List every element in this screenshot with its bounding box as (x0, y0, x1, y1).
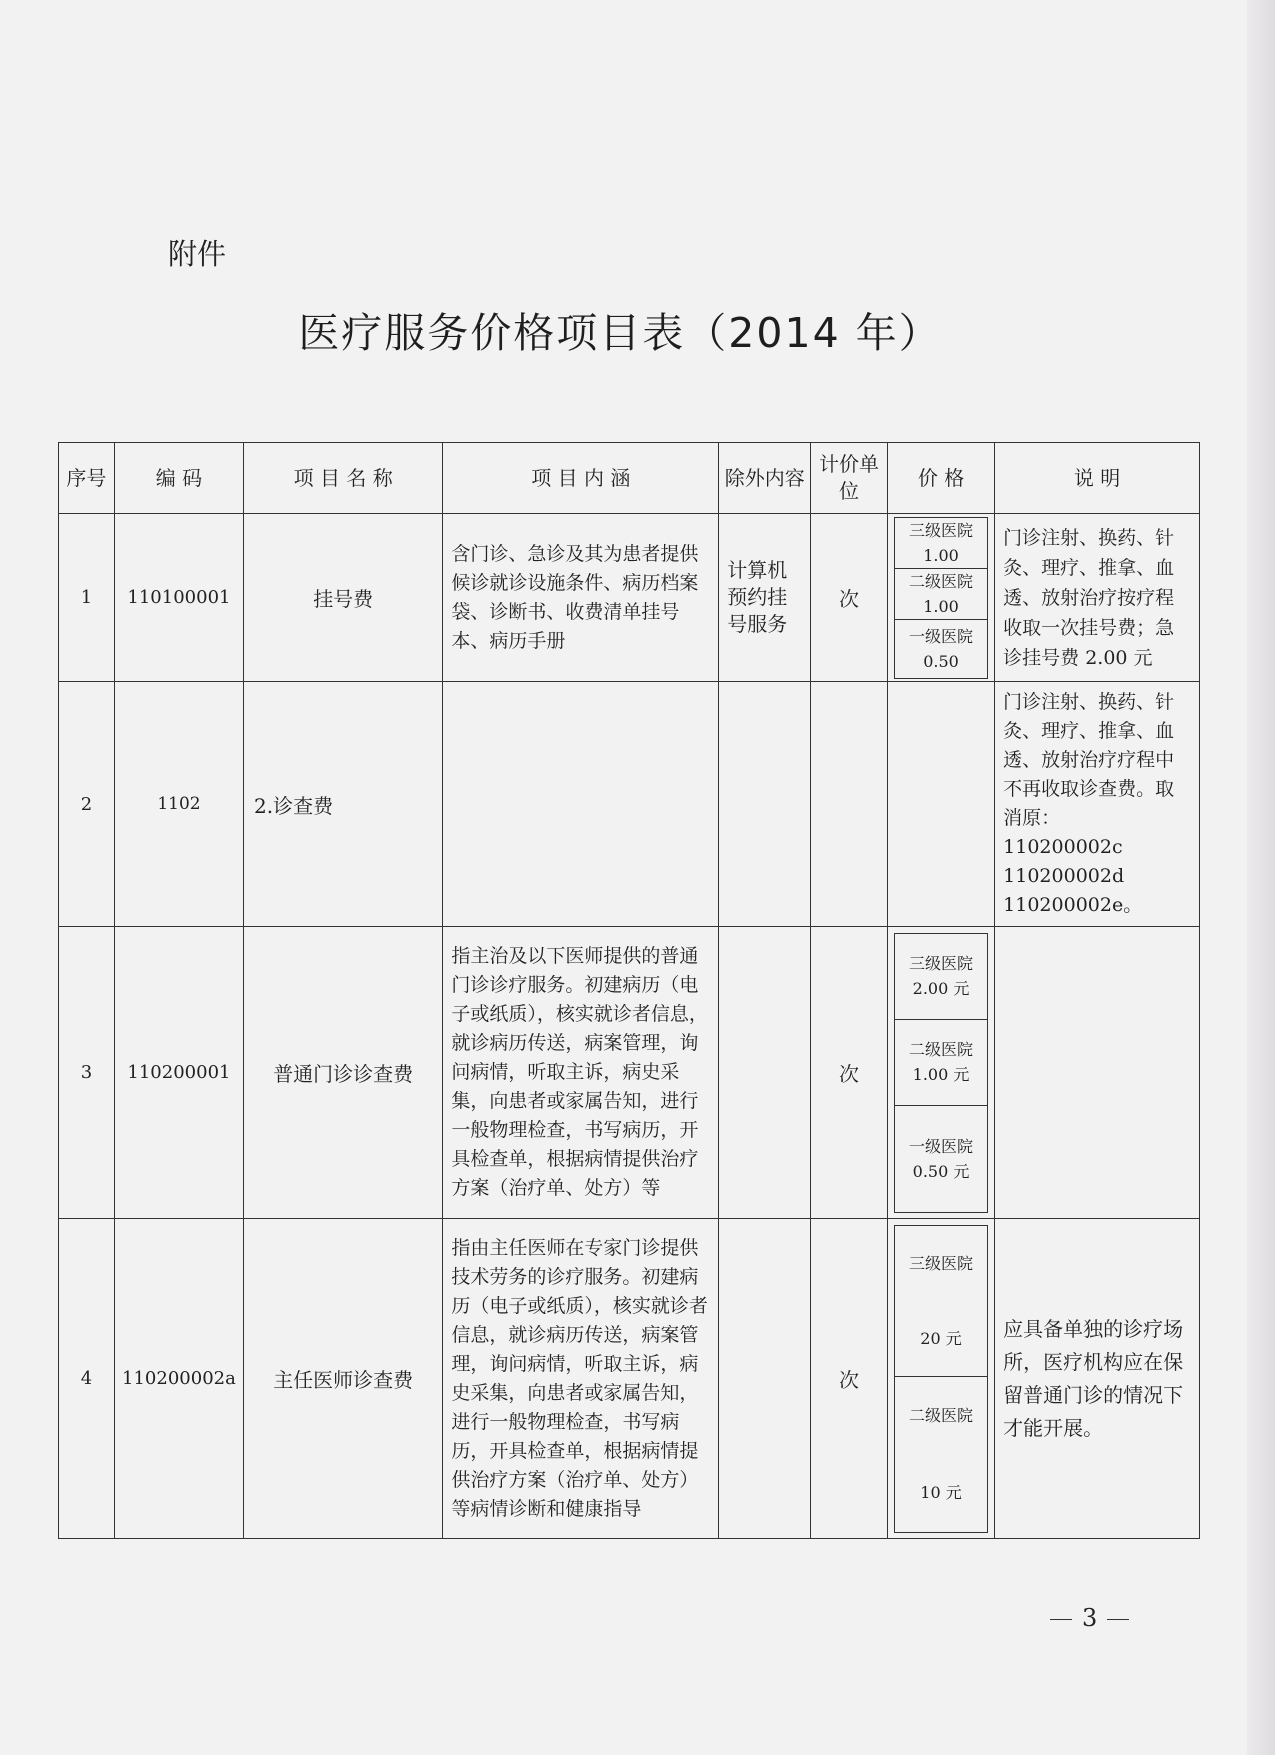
row-seq: 3 (59, 927, 115, 1219)
row-exclusion (719, 927, 811, 1219)
row-content: 指主治及以下医师提供的普通门诊诊疗服务。初建病历（电子或纸质），核实就诊者信息，就诊病历传送，病案管理，询问病情，听取主诉，病史采集，向患者或家属告知，进行一般物理检查，书写病历，开具检查单，根据病情提供治疗方案（治疗单、处方）等 (443, 927, 719, 1219)
dash-left (1050, 1619, 1072, 1620)
row-code: 110200001 (114, 927, 243, 1219)
price-level: 二级医院 (909, 1040, 974, 1059)
table-row (59, 514, 1200, 682)
price-level: 二级医院 (909, 1405, 974, 1425)
row-name: 2.诊查费 (244, 682, 443, 927)
table-row (59, 682, 1200, 927)
row-name: 普通门诊诊查费 (244, 927, 443, 1219)
row-prices (887, 927, 994, 1219)
price-value: 1.00 (923, 596, 959, 616)
note-code: 110200002e。 (1003, 894, 1143, 916)
price-value: 20 元 (920, 1328, 962, 1348)
price-value: 0.50 (923, 651, 959, 671)
row-exclusion (719, 682, 811, 927)
price-stack (894, 933, 988, 1213)
row-seq: 2 (59, 682, 115, 927)
row-note: 应具备单独的诊疗场所，医疗机构应在保留普通门诊的情况下才能开展。 (995, 1219, 1200, 1539)
page-number-value: 3 (1082, 1604, 1098, 1632)
header-seq: 序号 (59, 443, 115, 514)
price-value: 10 元 (920, 1483, 962, 1503)
price-value: 1.00 元 (912, 1065, 970, 1084)
dash-right (1107, 1619, 1129, 1620)
row-unit: 次 (811, 927, 888, 1219)
header-price: 价 格 (887, 443, 994, 514)
row-note (995, 927, 1200, 1219)
row-prices (887, 682, 994, 927)
row-unit: 次 (811, 1219, 888, 1539)
price-level: 三级医院 (909, 1253, 974, 1273)
header-name: 项 目 名 称 (244, 443, 443, 514)
price-box (895, 1376, 987, 1532)
price-box (895, 518, 987, 568)
row-content (443, 682, 719, 927)
attachment-label: 附件 (168, 237, 227, 271)
header-code: 编 码 (114, 443, 243, 514)
price-level: 三级医院 (909, 954, 974, 973)
table-row (59, 1219, 1200, 1539)
price-value: 0.50 元 (912, 1161, 970, 1181)
price-level: 三级医院 (909, 520, 974, 540)
row-unit (811, 682, 888, 927)
price-table (58, 442, 1200, 1539)
row-note: 门诊注射、换药、针灸、理疗、推拿、血透、放射治疗按疗程收取一次挂号费；急诊挂号费 2.00 元 (995, 514, 1200, 682)
header-note: 说 明 (995, 443, 1200, 514)
row-note (995, 682, 1200, 927)
price-box (895, 934, 987, 1019)
price-level: 二级医院 (909, 571, 974, 591)
row-code: 110200002a (114, 1219, 243, 1539)
row-content: 指由主任医师在专家门诊提供技术劳务的诊疗服务。初建病历（电子或纸质），核实就诊者信息，就诊病历传送，病案管理，询问病情，听取主诉，病史采集，向患者或家属告知，进行一般物理检查，书写病历，开具检查单，根据病情提供治疗方案（治疗单、处方）等病情诊断和健康指导 (443, 1219, 719, 1539)
row-unit: 次 (811, 514, 888, 682)
header-content: 项 目 内 涵 (443, 443, 719, 514)
row-name: 主任医师诊查费 (244, 1219, 443, 1539)
row-seq: 4 (59, 1219, 115, 1539)
row-code: 1102 (114, 682, 243, 927)
header-exclusion: 除外内容 (719, 443, 811, 514)
price-stack (894, 517, 988, 679)
price-level: 一级医院 (909, 626, 974, 646)
price-value: 1.00 (923, 545, 959, 565)
note-code: 110200002c (1003, 836, 1123, 858)
row-exclusion: 计算机预约挂号服务 (719, 514, 811, 682)
price-level: 一级医院 (909, 1136, 974, 1156)
price-box (895, 568, 987, 619)
note-code: 110200002d (1003, 865, 1125, 887)
document-title: 医疗服务价格项目表（2014 年） (298, 309, 942, 357)
page-edge (1247, 0, 1275, 1755)
table-row (59, 927, 1200, 1219)
row-content: 含门诊、急诊及其为患者提供候诊就诊设施条件、病历档案袋、诊断书、收费清单挂号本、病历手册 (443, 514, 719, 682)
row-seq: 1 (59, 514, 115, 682)
price-box (895, 619, 987, 678)
page-number (1040, 1604, 1139, 1632)
header-unit: 计价单位 (811, 443, 888, 514)
row-exclusion (719, 1219, 811, 1539)
row-code: 110100001 (114, 514, 243, 682)
price-stack (894, 1225, 988, 1533)
price-box (895, 1105, 987, 1212)
table-header-row (59, 443, 1200, 514)
price-value: 2.00 元 (912, 979, 970, 998)
price-box (895, 1226, 987, 1376)
row-prices (887, 514, 994, 682)
note-text: 门诊注射、换药、针灸、理疗、推拿、血透、放射治疗疗程中不再收取诊查费。取消原： (1003, 691, 1175, 829)
price-box (895, 1019, 987, 1105)
row-name: 挂号费 (244, 514, 443, 682)
row-prices (887, 1219, 994, 1539)
